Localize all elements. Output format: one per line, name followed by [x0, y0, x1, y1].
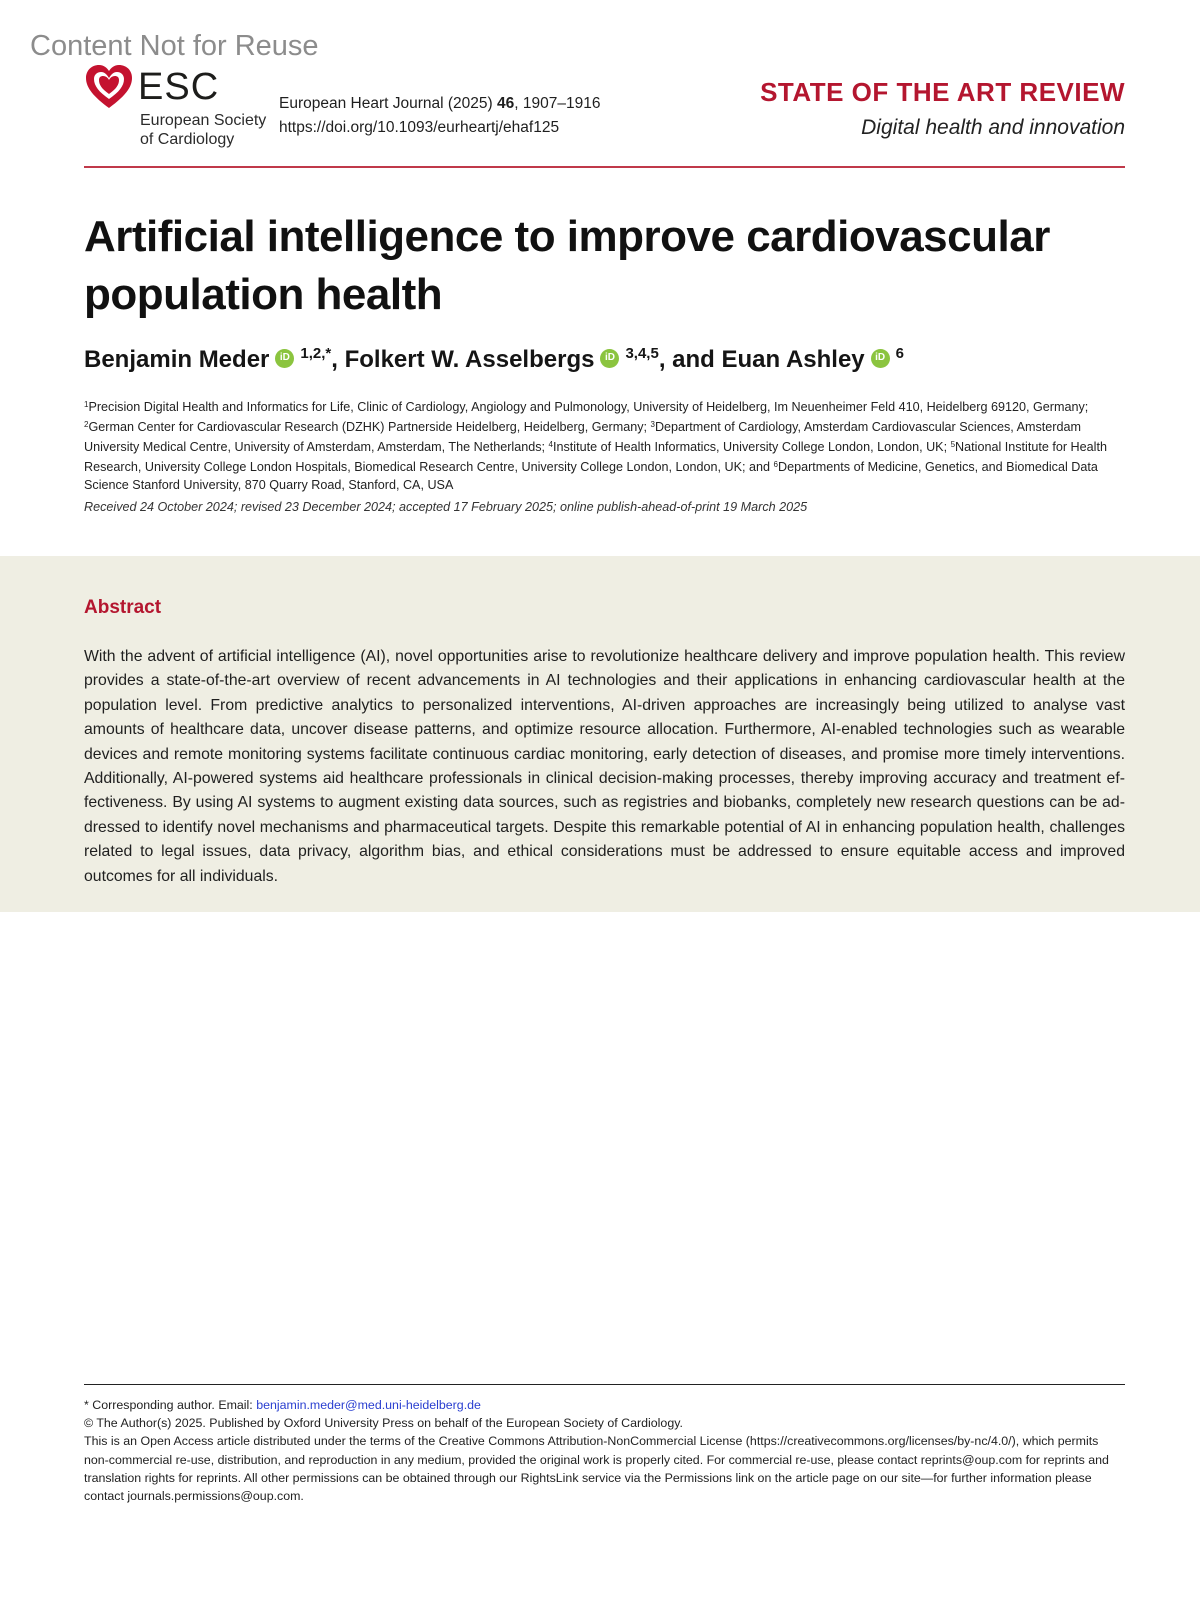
affiliation-mark: 4: [548, 440, 553, 449]
affiliations: [84, 396, 1125, 494]
heart-icon: [84, 64, 134, 110]
affiliation-text: German Center for Cardiovascular Research (DZHK) Partnerside Heidelberg, Heidelberg, Germany;: [88, 420, 651, 434]
author-name[interactable]: Folkert W. Asselbergs: [344, 346, 595, 373]
review-type-block: [760, 77, 1125, 140]
affiliation-text: Precision Digital Health and Informatics for Life, Clinic of Cardiology, Angiology and Pulmonology, University of Heidelberg, Im Neuenheimer Feld 410, Heidelberg 69120, Germany;: [88, 400, 1089, 414]
author-list: [84, 345, 904, 374]
footnote-divider: [84, 1384, 1125, 1385]
author-name[interactable]: Benjamin Meder: [84, 346, 270, 373]
review-type: STATE OF THE ART REVIEW: [760, 77, 1125, 107]
author-email-link[interactable]: benjamin.meder@med.uni-heidelberg.de: [256, 1398, 481, 1412]
citation-line: [279, 92, 600, 116]
esc-logo[interactable]: [84, 64, 274, 148]
journal-name: European Heart Journal (2025): [279, 95, 497, 112]
review-section: Digital health and innovation: [861, 116, 1125, 139]
publication-history: Received 24 October 2024; revised 23 December 2024; accepted 17 February 2025; online publish-ahead-of-print 19 March 2025: [84, 500, 808, 514]
society-name: [140, 111, 266, 149]
journal-pages: , 1907–1916: [514, 95, 601, 112]
abstract-heading: Abstract: [84, 597, 162, 618]
abstract-text: With the advent of artificial intelligence (AI), novel opportunities arise to revolutionize healthcare delivery and improve population health. This review provides a state-of-the-art overview of recent advancements in AI technologies and their applications in enhancing cardiovascular health at the population level. From predictive analytics to personalized interventions, AI-driven approaches are increasingly being utilized to analyse vast amounts of healthcare data, uncover disease patterns, and optimize resource allocation. Furthermore, AI-enabled technologies such as wearable devices and remote monitoring systems facilitate continuous cardiac monitoring, early detection of diseases, and promise more timely interventions. Additionally, AI-powered systems aid healthcare professionals in clinical decision-making processes, thereby improving accuracy and treatment effectiveness. By using AI systems to augment existing data sources, such as registries and biobanks, completely new research questions can be addressed to identify novel mechanisms and pharmaceutical targets. Despite this remarkable potential of AI in enhancing population health, challenges related to legal issues, data privacy, algorithm bias, and ethical considerations must be addressed to ensure equitable access and improved outcomes for all individuals.: [84, 648, 1125, 885]
affiliation-text: National Institute for Health Research, University College London Hospitals, Biomedical Research Centre, University College London, London, UK; and: [84, 440, 1107, 474]
affiliation-mark: 6: [773, 460, 778, 469]
copyright-notice: © The Author(s) 2025. Published by Oxford University Press on behalf of the European Society of Cardiology.: [84, 1416, 683, 1431]
journal-citation: [279, 92, 600, 140]
author-affiliation-marks: 6: [895, 345, 904, 362]
journal-volume: 46: [497, 95, 515, 112]
society-name-line1: European Society: [140, 112, 267, 129]
society-name-line2: of Cardiology: [140, 131, 235, 148]
watermark: Content Not for Reuse: [30, 30, 319, 62]
affiliation-mark: 3: [650, 420, 655, 429]
orcid-icon[interactable]: [275, 349, 294, 368]
footnotes: [84, 1396, 1125, 1505]
orcid-icon[interactable]: [871, 349, 890, 368]
header-divider: [84, 166, 1125, 168]
orcid-icon[interactable]: [600, 349, 619, 368]
affiliation-text: Institute of Health Informatics, University College London, London, UK;: [552, 440, 951, 454]
license-notice: This is an Open Access article distributed under the terms of the Creative Commons Attribution-NonCommercial License (https://creativecommons.org/licenses/by-nc/4.0/), which permits non-commercial re-use, distribution, and reproduction in any medium, provided the original work is properly cited. For commercial re-use, please contact reprints@oup.com for reprints and translation rights for reprints. All other permissions can be obtained through our RightsLink service via the Permissions link on the article page on our site—for further information please contact journals.permissions@oup.com.: [84, 1434, 1109, 1504]
affiliation-mark: 1: [84, 400, 89, 409]
author-name[interactable]: Euan Ashley: [721, 346, 865, 373]
author-separator: , and: [658, 346, 722, 373]
affiliation-text: Departments of Medicine, Genetics, and Biomedical Data Science Stanford University, 870 Quarry Road, Stanford, CA, USA: [84, 460, 1098, 492]
article-title: Artificial intelligence to improve cardiovascular population health: [84, 212, 1050, 319]
author-affiliation-marks: 1,2,*: [300, 345, 332, 362]
corresponding-author: [84, 1396, 1125, 1414]
esc-wordmark: ESC: [138, 66, 220, 108]
doi-link[interactable]: https://doi.org/10.1093/eurheartj/ehaf125: [279, 119, 560, 136]
affiliation-mark: 2: [84, 420, 89, 429]
affiliation-text: Department of Cardiology, Amsterdam Cardiovascular Sciences, Amsterdam University Medical Centre, University of Amsterdam, Amsterdam, The Netherlands;: [84, 420, 1081, 454]
author-separator: ,: [331, 346, 345, 373]
author-affiliation-marks: 3,4,5: [625, 345, 659, 362]
affiliation-mark: 5: [950, 440, 956, 449]
corresponding-label: * Corresponding author. Email:: [84, 1398, 257, 1412]
